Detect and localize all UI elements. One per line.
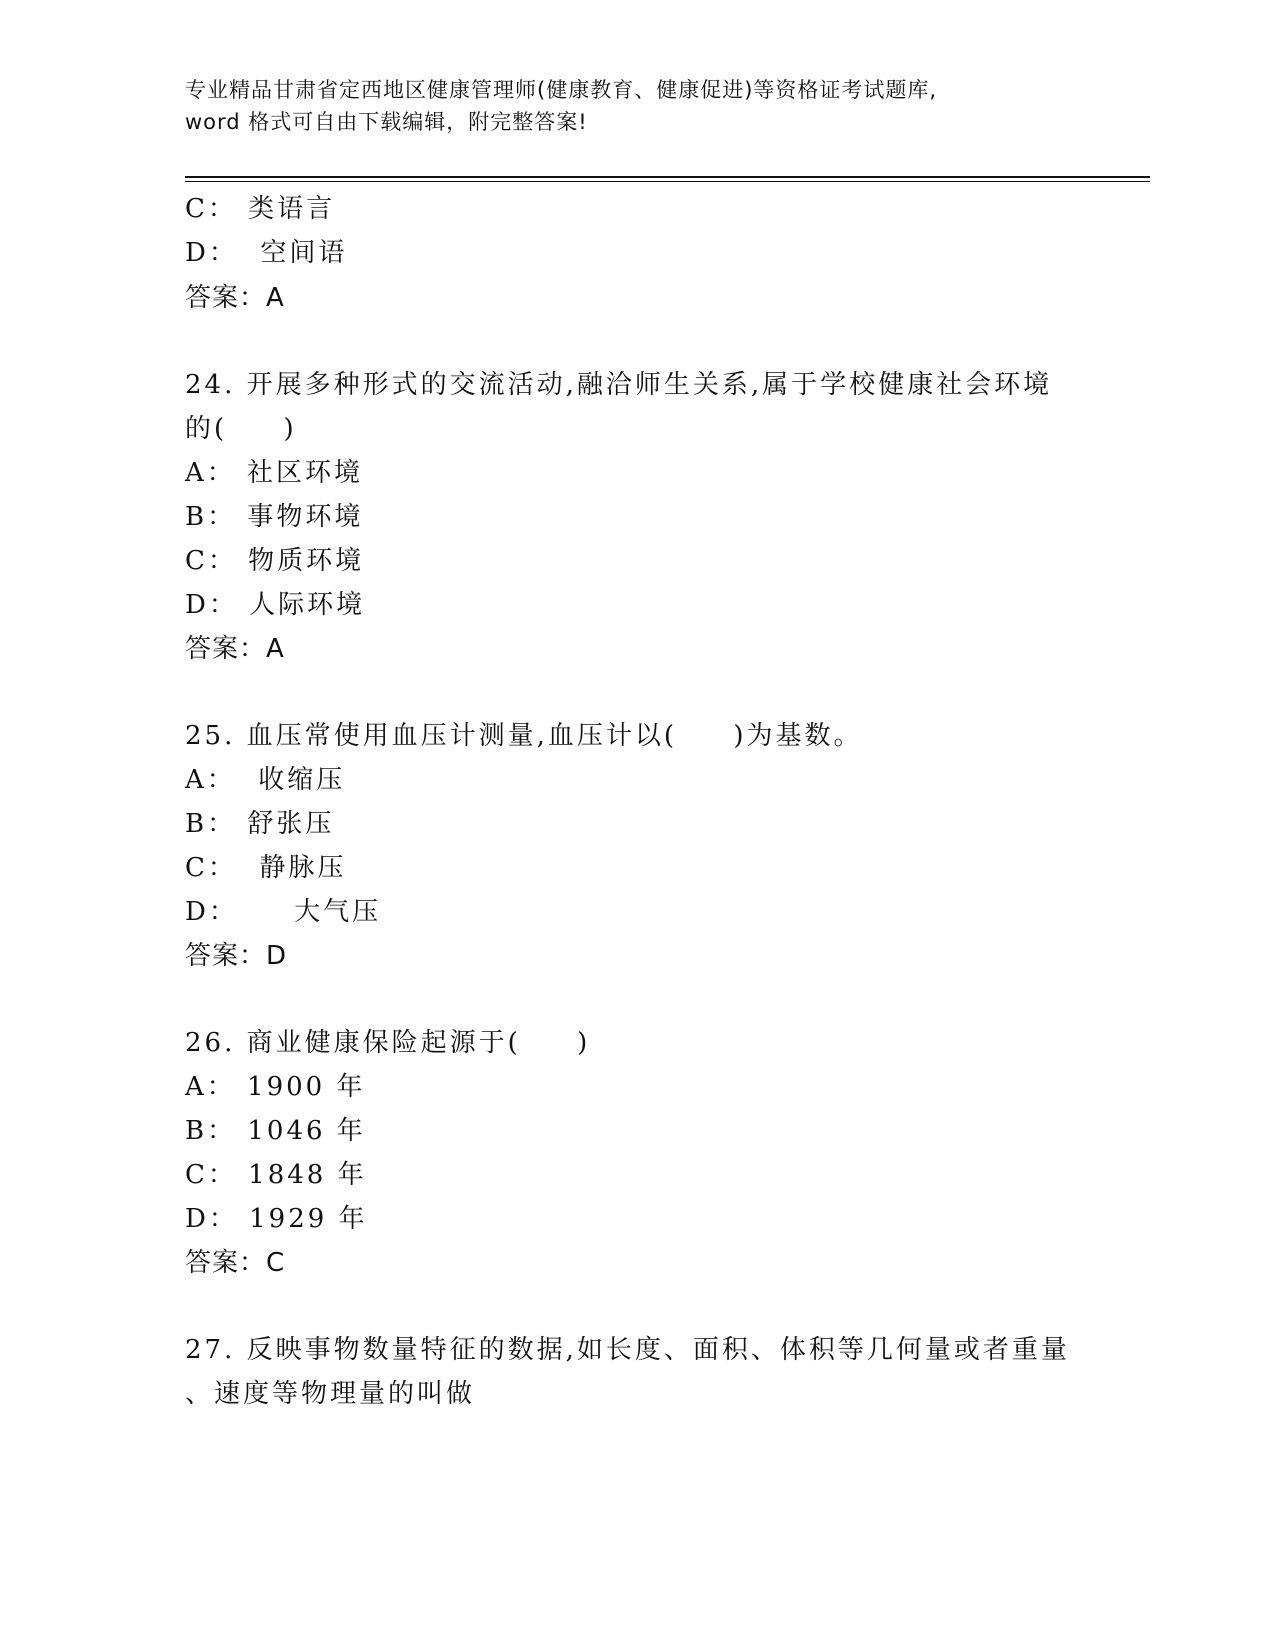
q26-option-a: A： 1900 年 (185, 1072, 366, 1102)
q26-option-d: D： 1929 年 (185, 1204, 368, 1234)
q24-option-a: A： 社区环境 (185, 458, 364, 488)
q26-stem: 26. 商业健康保险起源于( ) (185, 1028, 591, 1058)
q24-option-c: C： 物质环境 (185, 546, 365, 576)
q23-option-d: D： 空间语 (185, 238, 348, 268)
header-line-1: 专业精品甘肃省定西地区健康管理师(健康教育、健康促进)等资格证考试题库, (185, 78, 938, 102)
document-header (185, 74, 1085, 138)
q23-option-c: C： 类语言 (185, 194, 336, 224)
header-divider (185, 176, 1150, 182)
header-line-2: word 格式可自由下载编辑，附完整答案! (185, 110, 588, 134)
q26-answer: 答案：C (185, 1248, 286, 1278)
q24-option-d: D： 人际环境 (185, 590, 366, 620)
q25-stem: 25. 血压常使用血压计测量,血压计以( )为基数。 (185, 721, 863, 751)
q25-answer: 答案：D (185, 941, 288, 971)
q26-option-b: B： 1046 年 (185, 1116, 366, 1146)
q27-stem-line-2: 、速度等物理量的叫做 (185, 1379, 476, 1409)
q24-answer: 答案：A (185, 634, 285, 664)
q26-option-c: C： 1848 年 (185, 1160, 367, 1190)
q24-option-b: B： 事物环境 (185, 502, 364, 532)
q25-option-c: C： 静脉压 (185, 853, 347, 883)
q24-stem-line-2: 的( ) (185, 414, 297, 444)
q27-stem-line-1: 27. 反映事物数量特征的数据,如长度、面积、体积等几何量或者重量 (185, 1335, 1070, 1365)
q25-option-d: D： 大气压 (185, 897, 382, 927)
q23-answer: 答案：A (185, 283, 285, 313)
q25-option-a: A： 收缩压 (185, 765, 346, 795)
q25-option-b: B： 舒张压 (185, 809, 335, 839)
q24-stem-line-1: 24. 开展多种形式的交流活动,融洽师生关系,属于学校健康社会环境 (185, 370, 1053, 400)
